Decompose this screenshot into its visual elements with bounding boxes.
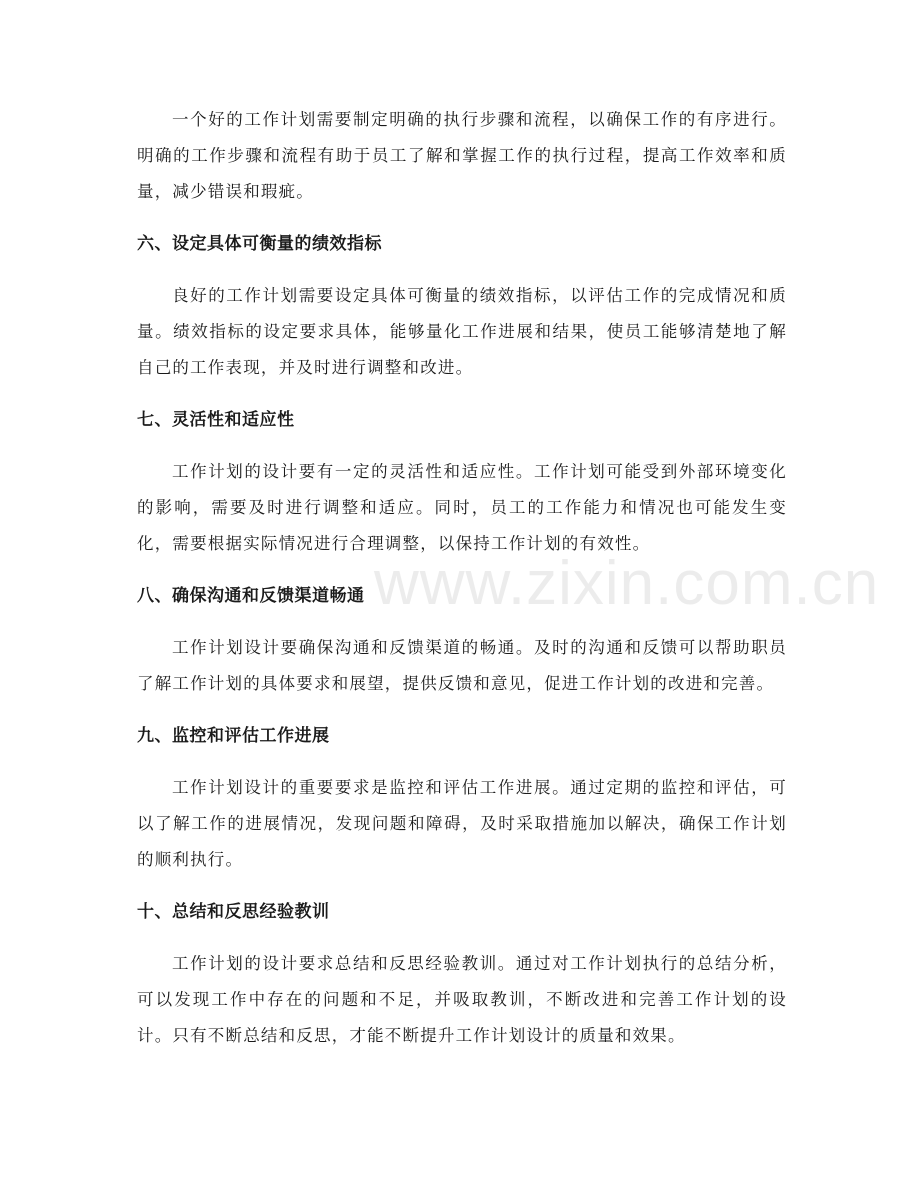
- spacer: [137, 614, 787, 630]
- watermark: www.zixin.com.cn: [374, 549, 880, 618]
- intro-paragraph: 一个好的工作计划需要制定明确的执行步骤和流程，以确保工作的有序进行。明确的工作步骤和流程有助于员工了解和掌握工作的执行过程，提高工作效率和质量，减少错误和瑕疵。: [137, 110, 787, 201]
- section-paragraph-10: 工作计划的设计要求总结和反思经验教训。通过对工作计划执行的总结分析，可以发现工作中存在的问题和不足，并吸取教训，不断改进和完善工作计划的设计。只有不断总结和反思，才能不断提升工作计划设计的质量和效果。: [137, 954, 787, 1045]
- spacer: [137, 210, 787, 226]
- section-paragraph-9: 工作计划设计的重要要求是监控和评估工作进展。通过定期的监控和评估，可以了解工作的进展情况，发现问题和障碍，及时采取措施加以解决，确保工作计划的顺利执行。: [137, 778, 787, 869]
- section-paragraph-8: 工作计划设计要确保沟通和反馈渠道的畅通。及时的沟通和反馈可以帮助职员了解工作计划的具体要求和展望，提供反馈和意见，促进工作计划的改进和完善。: [137, 638, 787, 693]
- spacer: [137, 438, 787, 454]
- document-body: [137, 102, 787, 1054]
- section-heading-9: 九、监控和评估工作进展: [137, 726, 330, 746]
- section-heading-7: 七、灵活性和适应性: [137, 410, 295, 430]
- section-paragraph-6: 良好的工作计划需要设定具体可衡量的绩效指标，以评估工作的完成情况和质量。绩效指标的设定要求具体，能够量化工作进展和结果，使员工能够清楚地了解自己的工作表现，并及时进行调整和改进。: [137, 286, 787, 377]
- spacer: [137, 262, 787, 278]
- section-heading-10: 十、总结和反思经验教训: [137, 902, 330, 922]
- spacer: [137, 930, 787, 946]
- spacer: [137, 702, 787, 718]
- section-paragraph-7: 工作计划的设计要有一定的灵活性和适应性。工作计划可能受到外部环境变化的影响，需要及时进行调整和适应。同时，员工的工作能力和情况也可能发生变化，需要根据实际情况进行合理调整，以保持工作计划的有效性。: [137, 462, 787, 553]
- spacer: [137, 386, 787, 402]
- section-heading-8: 八、确保沟通和反馈渠道畅通: [137, 586, 365, 606]
- spacer: [137, 562, 787, 578]
- section-heading-6: 六、设定具体可衡量的绩效指标: [137, 234, 382, 254]
- spacer: [137, 754, 787, 770]
- spacer: [137, 878, 787, 894]
